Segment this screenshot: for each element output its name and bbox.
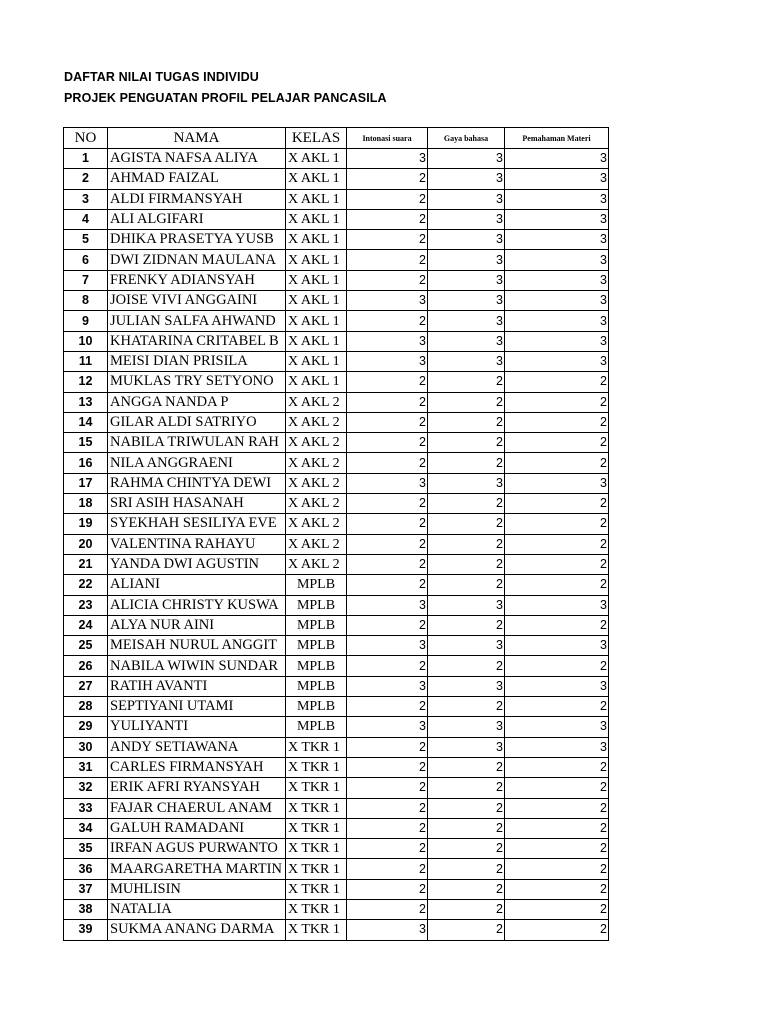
cell-intonasi-suara: 3 xyxy=(347,676,428,696)
cell-pemahaman-materi: 2 xyxy=(505,554,609,574)
table-row xyxy=(64,189,609,209)
cell-no: 6 xyxy=(64,250,108,270)
cell-no: 9 xyxy=(64,311,108,331)
cell-kelas: X TKR 1 xyxy=(286,737,347,757)
cell-pemahaman-materi: 2 xyxy=(505,798,609,818)
cell-intonasi-suara: 2 xyxy=(347,169,428,189)
cell-intonasi-suara: 2 xyxy=(347,818,428,838)
cell-kelas: X AKL 2 xyxy=(286,453,347,473)
cell-nama: YULIYANTI xyxy=(108,717,286,737)
cell-no: 3 xyxy=(64,189,108,209)
cell-gaya-bahasa: 2 xyxy=(428,534,505,554)
cell-gaya-bahasa: 2 xyxy=(428,859,505,879)
cell-gaya-bahasa: 2 xyxy=(428,494,505,514)
cell-intonasi-suara: 3 xyxy=(347,920,428,940)
cell-intonasi-suara: 2 xyxy=(347,534,428,554)
cell-intonasi-suara: 3 xyxy=(347,595,428,615)
cell-kelas: X AKL 1 xyxy=(286,209,347,229)
table-row xyxy=(64,453,609,473)
cell-no: 7 xyxy=(64,270,108,290)
cell-gaya-bahasa: 2 xyxy=(428,798,505,818)
table-row xyxy=(64,311,609,331)
cell-pemahaman-materi: 3 xyxy=(505,331,609,351)
cell-pemahaman-materi: 3 xyxy=(505,149,609,169)
cell-pemahaman-materi: 2 xyxy=(505,839,609,859)
cell-gaya-bahasa: 2 xyxy=(428,656,505,676)
cell-gaya-bahasa: 3 xyxy=(428,270,505,290)
cell-intonasi-suara: 2 xyxy=(347,372,428,392)
cell-pemahaman-materi: 2 xyxy=(505,899,609,919)
document-title: DAFTAR NILAI TUGAS INDIVIDU xyxy=(64,70,259,84)
table-row xyxy=(64,615,609,635)
cell-gaya-bahasa: 2 xyxy=(428,757,505,777)
table-row xyxy=(64,879,609,899)
cell-gaya-bahasa: 3 xyxy=(428,676,505,696)
cell-intonasi-suara: 3 xyxy=(347,331,428,351)
cell-nama: RAHMA CHINTYA DEWI xyxy=(108,473,286,493)
cell-gaya-bahasa: 2 xyxy=(428,372,505,392)
table-header-row xyxy=(64,128,609,149)
cell-nama: SRI ASIH HASANAH xyxy=(108,494,286,514)
cell-no: 29 xyxy=(64,717,108,737)
cell-no: 23 xyxy=(64,595,108,615)
cell-intonasi-suara: 3 xyxy=(347,291,428,311)
cell-pemahaman-materi: 3 xyxy=(505,717,609,737)
cell-kelas: X AKL 1 xyxy=(286,291,347,311)
cell-kelas: X AKL 1 xyxy=(286,169,347,189)
cell-kelas: X AKL 2 xyxy=(286,412,347,432)
cell-nama: MAARGARETHA MARTIN xyxy=(108,859,286,879)
cell-pemahaman-materi: 2 xyxy=(505,920,609,940)
cell-nama: DWI ZIDNAN MAULANA xyxy=(108,250,286,270)
cell-gaya-bahasa: 3 xyxy=(428,737,505,757)
cell-kelas: X AKL 1 xyxy=(286,189,347,209)
cell-pemahaman-materi: 2 xyxy=(505,433,609,453)
cell-pemahaman-materi: 3 xyxy=(505,351,609,371)
cell-no: 19 xyxy=(64,514,108,534)
cell-nama: AGISTA NAFSA ALIYA xyxy=(108,149,286,169)
cell-pemahaman-materi: 2 xyxy=(505,778,609,798)
table-row xyxy=(64,514,609,534)
cell-no: 17 xyxy=(64,473,108,493)
cell-intonasi-suara: 2 xyxy=(347,879,428,899)
table-row xyxy=(64,250,609,270)
cell-nama: NABILA TRIWULAN RAH xyxy=(108,433,286,453)
table-row xyxy=(64,473,609,493)
table-row xyxy=(64,737,609,757)
cell-kelas: X AKL 1 xyxy=(286,149,347,169)
cell-kelas: X TKR 1 xyxy=(286,859,347,879)
table-row xyxy=(64,230,609,250)
cell-intonasi-suara: 2 xyxy=(347,453,428,473)
cell-nama: ANDY SETIAWANA xyxy=(108,737,286,757)
cell-gaya-bahasa: 3 xyxy=(428,189,505,209)
table-row xyxy=(64,757,609,777)
cell-gaya-bahasa: 2 xyxy=(428,392,505,412)
cell-pemahaman-materi: 2 xyxy=(505,656,609,676)
cell-intonasi-suara: 3 xyxy=(347,636,428,656)
cell-intonasi-suara: 3 xyxy=(347,473,428,493)
cell-kelas: X TKR 1 xyxy=(286,879,347,899)
cell-kelas: X AKL 2 xyxy=(286,534,347,554)
cell-nama: FRENKY ADIANSYAH xyxy=(108,270,286,290)
cell-no: 14 xyxy=(64,412,108,432)
cell-gaya-bahasa: 2 xyxy=(428,453,505,473)
cell-nama: NABILA WIWIN SUNDAR xyxy=(108,656,286,676)
cell-gaya-bahasa: 2 xyxy=(428,778,505,798)
cell-nama: ALYA NUR AINI xyxy=(108,615,286,635)
cell-gaya-bahasa: 3 xyxy=(428,473,505,493)
cell-intonasi-suara: 2 xyxy=(347,778,428,798)
table-row xyxy=(64,676,609,696)
cell-kelas: X AKL 1 xyxy=(286,372,347,392)
cell-kelas: X TKR 1 xyxy=(286,778,347,798)
cell-pemahaman-materi: 2 xyxy=(505,392,609,412)
cell-gaya-bahasa: 3 xyxy=(428,636,505,656)
cell-pemahaman-materi: 3 xyxy=(505,595,609,615)
cell-pemahaman-materi: 2 xyxy=(505,453,609,473)
cell-kelas: X AKL 2 xyxy=(286,392,347,412)
cell-kelas: X AKL 2 xyxy=(286,554,347,574)
cell-no: 32 xyxy=(64,778,108,798)
table-row xyxy=(64,534,609,554)
table-row xyxy=(64,554,609,574)
cell-intonasi-suara: 2 xyxy=(347,250,428,270)
cell-kelas: X AKL 2 xyxy=(286,494,347,514)
cell-pemahaman-materi: 3 xyxy=(505,311,609,331)
cell-nama: DHIKA PRASETYA YUSB xyxy=(108,230,286,250)
cell-pemahaman-materi: 2 xyxy=(505,615,609,635)
cell-intonasi-suara: 2 xyxy=(347,433,428,453)
table-row xyxy=(64,494,609,514)
cell-intonasi-suara: 2 xyxy=(347,757,428,777)
cell-no: 34 xyxy=(64,818,108,838)
header-gaya-bahasa: Gaya bahasa xyxy=(428,128,505,149)
table-row xyxy=(64,899,609,919)
cell-gaya-bahasa: 3 xyxy=(428,209,505,229)
cell-kelas: MPLB xyxy=(286,717,347,737)
cell-kelas: MPLB xyxy=(286,636,347,656)
header-no: NO xyxy=(64,128,108,149)
cell-no: 2 xyxy=(64,169,108,189)
cell-gaya-bahasa: 2 xyxy=(428,899,505,919)
header-intonasi-suara: Intonasi suara xyxy=(347,128,428,149)
cell-gaya-bahasa: 2 xyxy=(428,412,505,432)
table-row xyxy=(64,839,609,859)
cell-gaya-bahasa: 2 xyxy=(428,433,505,453)
cell-gaya-bahasa: 3 xyxy=(428,351,505,371)
cell-pemahaman-materi: 3 xyxy=(505,270,609,290)
table-row xyxy=(64,636,609,656)
cell-pemahaman-materi: 2 xyxy=(505,757,609,777)
table-row xyxy=(64,920,609,940)
cell-no: 21 xyxy=(64,554,108,574)
cell-no: 31 xyxy=(64,757,108,777)
cell-gaya-bahasa: 2 xyxy=(428,879,505,899)
cell-no: 38 xyxy=(64,899,108,919)
cell-kelas: MPLB xyxy=(286,595,347,615)
cell-kelas: X TKR 1 xyxy=(286,818,347,838)
cell-gaya-bahasa: 3 xyxy=(428,311,505,331)
cell-gaya-bahasa: 3 xyxy=(428,230,505,250)
table-row xyxy=(64,291,609,311)
cell-kelas: X TKR 1 xyxy=(286,920,347,940)
cell-nama: ALICIA CHRISTY KUSWA xyxy=(108,595,286,615)
cell-no: 12 xyxy=(64,372,108,392)
cell-kelas: X AKL 2 xyxy=(286,473,347,493)
cell-gaya-bahasa: 3 xyxy=(428,717,505,737)
cell-nama: AHMAD FAIZAL xyxy=(108,169,286,189)
cell-no: 24 xyxy=(64,615,108,635)
cell-no: 39 xyxy=(64,920,108,940)
cell-pemahaman-materi: 3 xyxy=(505,250,609,270)
cell-pemahaman-materi: 3 xyxy=(505,189,609,209)
cell-gaya-bahasa: 2 xyxy=(428,554,505,574)
cell-intonasi-suara: 2 xyxy=(347,656,428,676)
cell-nama: KHATARINA CRITABEL B xyxy=(108,331,286,351)
cell-kelas: X AKL 1 xyxy=(286,331,347,351)
table-row xyxy=(64,798,609,818)
cell-kelas: MPLB xyxy=(286,615,347,635)
table-row xyxy=(64,717,609,737)
cell-nama: GILAR ALDI SATRIYO xyxy=(108,412,286,432)
cell-pemahaman-materi: 3 xyxy=(505,676,609,696)
cell-pemahaman-materi: 2 xyxy=(505,697,609,717)
cell-intonasi-suara: 2 xyxy=(347,737,428,757)
cell-gaya-bahasa: 2 xyxy=(428,514,505,534)
cell-gaya-bahasa: 3 xyxy=(428,169,505,189)
cell-pemahaman-materi: 3 xyxy=(505,230,609,250)
table-row xyxy=(64,595,609,615)
cell-intonasi-suara: 2 xyxy=(347,270,428,290)
cell-nama: ALDI FIRMANSYAH xyxy=(108,189,286,209)
table-row xyxy=(64,433,609,453)
cell-no: 20 xyxy=(64,534,108,554)
cell-kelas: X AKL 1 xyxy=(286,250,347,270)
cell-kelas: X AKL 1 xyxy=(286,230,347,250)
cell-nama: JOISE VIVI ANGGAINI xyxy=(108,291,286,311)
cell-pemahaman-materi: 2 xyxy=(505,575,609,595)
table-row xyxy=(64,372,609,392)
cell-intonasi-suara: 2 xyxy=(347,615,428,635)
cell-no: 16 xyxy=(64,453,108,473)
cell-pemahaman-materi: 2 xyxy=(505,494,609,514)
cell-no: 25 xyxy=(64,636,108,656)
cell-gaya-bahasa: 3 xyxy=(428,250,505,270)
cell-no: 1 xyxy=(64,149,108,169)
cell-intonasi-suara: 2 xyxy=(347,392,428,412)
cell-gaya-bahasa: 2 xyxy=(428,818,505,838)
table-row xyxy=(64,169,609,189)
cell-pemahaman-materi: 3 xyxy=(505,291,609,311)
cell-intonasi-suara: 2 xyxy=(347,230,428,250)
cell-gaya-bahasa: 2 xyxy=(428,920,505,940)
table-row xyxy=(64,351,609,371)
cell-nama: NILA ANGGRAENI xyxy=(108,453,286,473)
cell-intonasi-suara: 2 xyxy=(347,899,428,919)
cell-pemahaman-materi: 2 xyxy=(505,534,609,554)
cell-no: 18 xyxy=(64,494,108,514)
cell-nama: ALIANI xyxy=(108,575,286,595)
cell-intonasi-suara: 2 xyxy=(347,311,428,331)
cell-no: 28 xyxy=(64,697,108,717)
cell-intonasi-suara: 3 xyxy=(347,717,428,737)
cell-intonasi-suara: 2 xyxy=(347,839,428,859)
table-row xyxy=(64,392,609,412)
cell-intonasi-suara: 2 xyxy=(347,514,428,534)
cell-kelas: MPLB xyxy=(286,575,347,595)
cell-intonasi-suara: 2 xyxy=(347,554,428,574)
cell-no: 33 xyxy=(64,798,108,818)
cell-no: 36 xyxy=(64,859,108,879)
table-row xyxy=(64,209,609,229)
cell-kelas: X TKR 1 xyxy=(286,839,347,859)
cell-gaya-bahasa: 3 xyxy=(428,149,505,169)
grades-table xyxy=(63,127,609,941)
cell-no: 10 xyxy=(64,331,108,351)
cell-no: 13 xyxy=(64,392,108,412)
cell-intonasi-suara: 3 xyxy=(347,351,428,371)
cell-nama: MEISAH NURUL ANGGIT xyxy=(108,636,286,656)
table-row xyxy=(64,818,609,838)
cell-kelas: X AKL 2 xyxy=(286,514,347,534)
cell-gaya-bahasa: 2 xyxy=(428,839,505,859)
table-row xyxy=(64,270,609,290)
cell-nama: SYEKHAH SESILIYA EVE xyxy=(108,514,286,534)
cell-kelas: X TKR 1 xyxy=(286,798,347,818)
cell-no: 37 xyxy=(64,879,108,899)
table-row xyxy=(64,412,609,432)
cell-pemahaman-materi: 3 xyxy=(505,737,609,757)
cell-intonasi-suara: 2 xyxy=(347,189,428,209)
cell-pemahaman-materi: 2 xyxy=(505,514,609,534)
cell-no: 26 xyxy=(64,656,108,676)
cell-nama: MEISI DIAN PRISILA xyxy=(108,351,286,371)
cell-pemahaman-materi: 2 xyxy=(505,879,609,899)
cell-pemahaman-materi: 3 xyxy=(505,169,609,189)
cell-kelas: X TKR 1 xyxy=(286,757,347,777)
table-row xyxy=(64,859,609,879)
table-row xyxy=(64,656,609,676)
cell-no: 8 xyxy=(64,291,108,311)
cell-no: 30 xyxy=(64,737,108,757)
cell-nama: ALI ALGIFARI xyxy=(108,209,286,229)
cell-intonasi-suara: 2 xyxy=(347,697,428,717)
table-row xyxy=(64,778,609,798)
cell-no: 5 xyxy=(64,230,108,250)
cell-gaya-bahasa: 3 xyxy=(428,595,505,615)
cell-pemahaman-materi: 3 xyxy=(505,209,609,229)
cell-no: 4 xyxy=(64,209,108,229)
cell-nama: YANDA DWI AGUSTIN xyxy=(108,554,286,574)
cell-pemahaman-materi: 3 xyxy=(505,636,609,656)
cell-kelas: X AKL 1 xyxy=(286,270,347,290)
cell-no: 27 xyxy=(64,676,108,696)
cell-kelas: MPLB xyxy=(286,697,347,717)
table-body xyxy=(64,149,609,941)
cell-intonasi-suara: 2 xyxy=(347,859,428,879)
cell-nama: ANGGA NANDA P xyxy=(108,392,286,412)
cell-pemahaman-materi: 2 xyxy=(505,412,609,432)
cell-nama: RATIH AVANTI xyxy=(108,676,286,696)
cell-intonasi-suara: 2 xyxy=(347,412,428,432)
cell-intonasi-suara: 3 xyxy=(347,149,428,169)
cell-gaya-bahasa: 2 xyxy=(428,615,505,635)
cell-kelas: MPLB xyxy=(286,656,347,676)
cell-intonasi-suara: 2 xyxy=(347,209,428,229)
cell-nama: SUKMA ANANG DARMA xyxy=(108,920,286,940)
table-row xyxy=(64,697,609,717)
cell-pemahaman-materi: 2 xyxy=(505,859,609,879)
cell-gaya-bahasa: 3 xyxy=(428,331,505,351)
cell-nama: CARLES FIRMANSYAH xyxy=(108,757,286,777)
cell-intonasi-suara: 2 xyxy=(347,798,428,818)
header-nama: NAMA xyxy=(108,128,286,149)
cell-gaya-bahasa: 2 xyxy=(428,575,505,595)
cell-no: 11 xyxy=(64,351,108,371)
table-row xyxy=(64,331,609,351)
table-row xyxy=(64,149,609,169)
cell-no: 35 xyxy=(64,839,108,859)
cell-nama: MUHLISIN xyxy=(108,879,286,899)
cell-nama: NATALIA xyxy=(108,899,286,919)
cell-kelas: X TKR 1 xyxy=(286,899,347,919)
cell-nama: JULIAN SALFA AHWAND xyxy=(108,311,286,331)
header-kelas: KELAS xyxy=(286,128,347,149)
cell-nama: GALUH RAMADANI xyxy=(108,818,286,838)
cell-nama: MUKLAS TRY SETYONO xyxy=(108,372,286,392)
cell-pemahaman-materi: 3 xyxy=(505,473,609,493)
cell-gaya-bahasa: 2 xyxy=(428,697,505,717)
cell-nama: FAJAR CHAERUL ANAM xyxy=(108,798,286,818)
cell-nama: ERIK AFRI RYANSYAH xyxy=(108,778,286,798)
cell-pemahaman-materi: 2 xyxy=(505,818,609,838)
cell-intonasi-suara: 2 xyxy=(347,494,428,514)
header-pemahaman-materi: Pemahaman Materi xyxy=(505,128,609,149)
cell-kelas: MPLB xyxy=(286,676,347,696)
document-subtitle: PROJEK PENGUATAN PROFIL PELAJAR PANCASILA xyxy=(64,91,387,105)
cell-pemahaman-materi: 2 xyxy=(505,372,609,392)
cell-nama: IRFAN AGUS PURWANTO xyxy=(108,839,286,859)
cell-kelas: X AKL 1 xyxy=(286,351,347,371)
cell-no: 15 xyxy=(64,433,108,453)
cell-intonasi-suara: 2 xyxy=(347,575,428,595)
cell-nama: VALENTINA RAHAYU xyxy=(108,534,286,554)
cell-gaya-bahasa: 3 xyxy=(428,291,505,311)
cell-nama: SEPTIYANI UTAMI xyxy=(108,697,286,717)
table-row xyxy=(64,575,609,595)
cell-kelas: X AKL 2 xyxy=(286,433,347,453)
cell-kelas: X AKL 1 xyxy=(286,311,347,331)
cell-no: 22 xyxy=(64,575,108,595)
